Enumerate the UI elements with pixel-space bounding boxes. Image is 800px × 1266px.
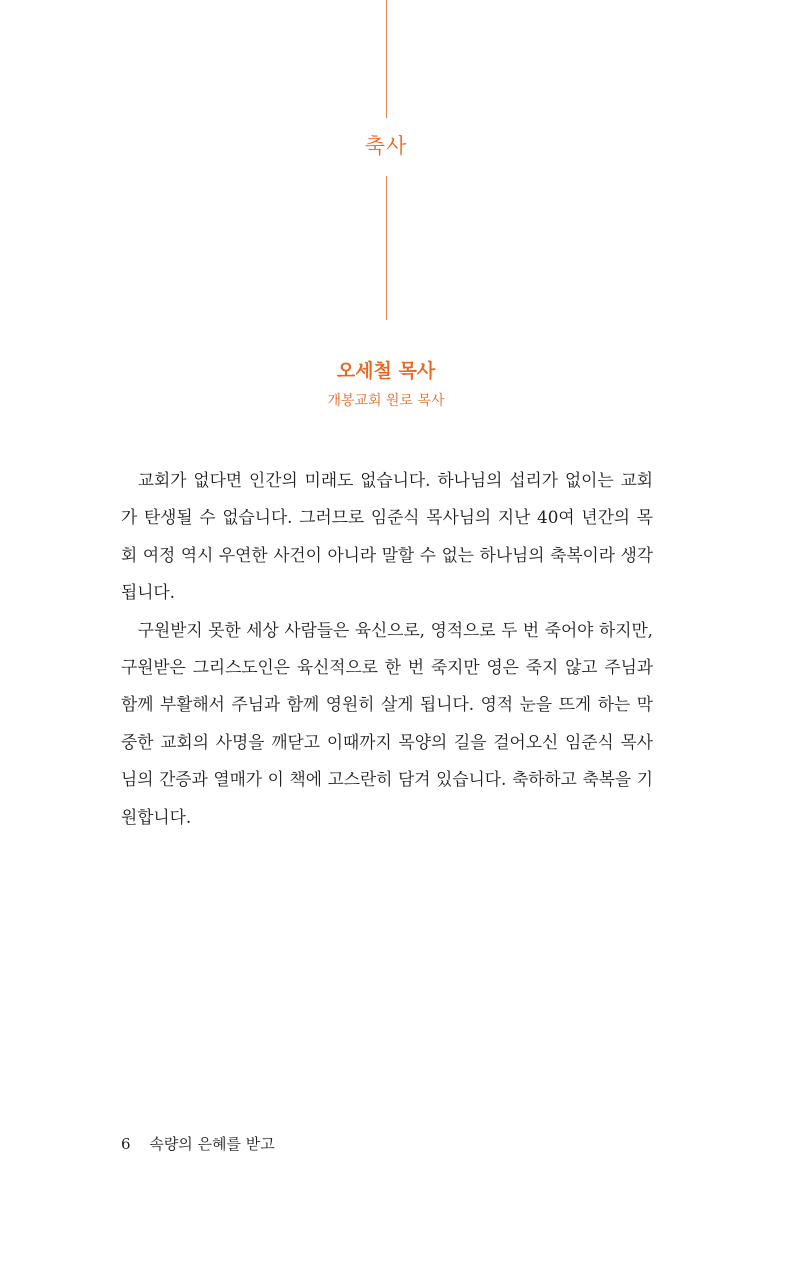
paragraph: 교회가 없다면 인간의 미래도 없습니다. 하나님의 섭리가 없이는 교회가 탄생될 수 없습니다. 그러므로 임준식 목사님의 지난 40여 년간의 목회 여정 역시 우연한 사건이 아니라 말할 수 없는 하나님의 축복이라 생각됩니다. [121, 470, 653, 603]
running-title: 속량의 은혜를 받고 [149, 1135, 275, 1153]
author-name: 오세철 목사 [336, 360, 436, 382]
page-footer [121, 1133, 275, 1154]
decorative-rule-bottom [386, 176, 387, 320]
author-role: 개봉교회 원로 목사 [327, 393, 445, 409]
page-number: 6 [121, 1135, 131, 1153]
body-text [121, 462, 653, 836]
paragraph: 구원받지 못한 세상 사람들은 육신으로, 영적으로 두 번 죽어야 하지만, 구원받은 그리스도인은 육신적으로 한 번 죽지만 영은 죽지 않고 주님과 함께 부활해서 주님과 함께 영원히 살게 됩니다. 영적 눈을 뜨게 하는 막중한 교회의 사명을 깨닫고 이때까지 목양의 길을 걸어오신 임준식 목사님의 간증과 열매가 이 책에 고스란히 담겨 있습니다. 축하하고 축복을 기원합니다. [121, 619, 653, 827]
section-title: 축사 [364, 134, 408, 158]
decorative-rule-top [386, 0, 387, 118]
